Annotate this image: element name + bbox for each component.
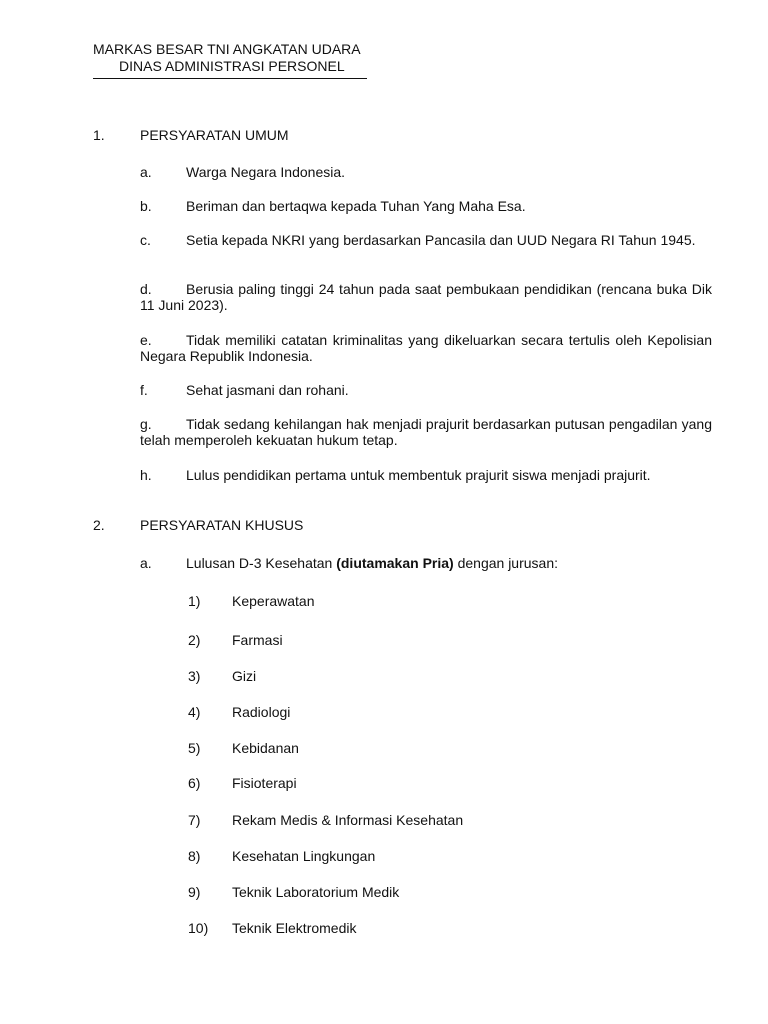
major-item bbox=[188, 775, 297, 791]
major-item bbox=[188, 632, 283, 648]
requirement-item-c bbox=[140, 232, 712, 248]
item-text: Beriman dan bertaqwa kepada Tuhan Yang Maha Esa. bbox=[186, 198, 526, 214]
item-text: Warga Negara Indonesia. bbox=[186, 164, 346, 180]
major-name: Fisioterapi bbox=[232, 775, 297, 791]
major-name: Radiologi bbox=[232, 704, 291, 720]
major-name: Gizi bbox=[232, 668, 257, 684]
major-name: Kesehatan Lingkungan bbox=[232, 848, 376, 864]
section-number: 2. bbox=[93, 517, 105, 533]
major-item bbox=[188, 812, 463, 828]
item-letter: b. bbox=[140, 198, 152, 214]
item-letter: d. bbox=[140, 281, 152, 297]
requirement-item-f bbox=[140, 382, 712, 398]
major-item bbox=[188, 593, 315, 609]
section-1-heading bbox=[93, 127, 289, 143]
requirement-item-e bbox=[140, 332, 712, 364]
item-text-emphasis: (diutamakan Pria) bbox=[336, 555, 454, 571]
major-number: 10) bbox=[188, 920, 209, 936]
item-letter: f. bbox=[140, 382, 148, 398]
major-name: Teknik Laboratorium Medik bbox=[232, 884, 400, 900]
item-text: Tidak sedang kehilangan hak menjadi prajurit berdasarkan putusan pengadilan yang telah memperoleh kekuatan hukum tetap. bbox=[140, 416, 712, 448]
item-letter: a. bbox=[140, 555, 152, 571]
item-text: Setia kepada NKRI yang berdasarkan Pancasila dan UUD Negara RI Tahun 1945. bbox=[186, 232, 696, 248]
major-item bbox=[188, 848, 375, 864]
major-item bbox=[188, 884, 399, 900]
section-title: PERSYARATAN UMUM bbox=[140, 127, 289, 143]
major-item bbox=[188, 740, 299, 756]
major-number: 3) bbox=[188, 668, 201, 684]
requirement-item-b bbox=[140, 198, 712, 214]
major-number: 7) bbox=[188, 812, 201, 828]
requirement-item-a bbox=[140, 164, 712, 180]
item-text-before: Lulusan D-3 Kesehatan bbox=[186, 555, 337, 571]
header-institution: MARKAS BESAR TNI ANGKATAN UDARA bbox=[93, 41, 361, 57]
major-number: 9) bbox=[188, 884, 201, 900]
item-text: Lulus pendidikan pertama untuk membentuk prajurit siswa menjadi prajurit. bbox=[186, 467, 651, 483]
item-letter: h. bbox=[140, 467, 152, 483]
item-text: Sehat jasmani dan rohani. bbox=[186, 382, 349, 398]
item-text-after: dengan jurusan: bbox=[453, 555, 559, 571]
item-letter: a. bbox=[140, 164, 152, 180]
major-number: 8) bbox=[188, 848, 201, 864]
header-underline bbox=[93, 78, 367, 79]
item-letter: e. bbox=[140, 332, 152, 348]
item-text: Tidak memiliki catatan kriminalitas yang dikeluarkan secara tertulis oleh Kepolisian Negara Republik Indonesia. bbox=[140, 332, 712, 364]
item-letter: g. bbox=[140, 416, 152, 432]
header-department: DINAS ADMINISTRASI PERSONEL bbox=[119, 58, 345, 74]
item-letter: c. bbox=[140, 232, 151, 248]
major-name: Keperawatan bbox=[232, 593, 315, 609]
major-number: 6) bbox=[188, 775, 201, 791]
major-name: Teknik Elektromedik bbox=[232, 920, 357, 936]
requirement-item-d bbox=[140, 281, 712, 313]
major-number: 4) bbox=[188, 704, 201, 720]
item-text: Berusia paling tinggi 24 tahun pada saat pembukaan pendidikan (rencana buka Dik 11 Juni 2023). bbox=[140, 281, 712, 313]
major-item bbox=[188, 704, 290, 720]
requirement-item-g bbox=[140, 416, 712, 448]
major-item bbox=[188, 668, 256, 684]
major-number: 5) bbox=[188, 740, 201, 756]
major-name: Kebidanan bbox=[232, 740, 299, 756]
major-name: Rekam Medis & Informasi Kesehatan bbox=[232, 812, 464, 828]
major-name: Farmasi bbox=[232, 632, 283, 648]
section-2-heading bbox=[93, 517, 303, 533]
special-requirement-a bbox=[140, 555, 712, 571]
major-number: 2) bbox=[188, 632, 201, 648]
document-header bbox=[93, 41, 367, 79]
major-number: 1) bbox=[188, 593, 201, 609]
requirement-item-h bbox=[140, 467, 712, 483]
major-item bbox=[188, 920, 357, 936]
section-title: PERSYARATAN KHUSUS bbox=[140, 517, 304, 533]
section-number: 1. bbox=[93, 127, 105, 143]
